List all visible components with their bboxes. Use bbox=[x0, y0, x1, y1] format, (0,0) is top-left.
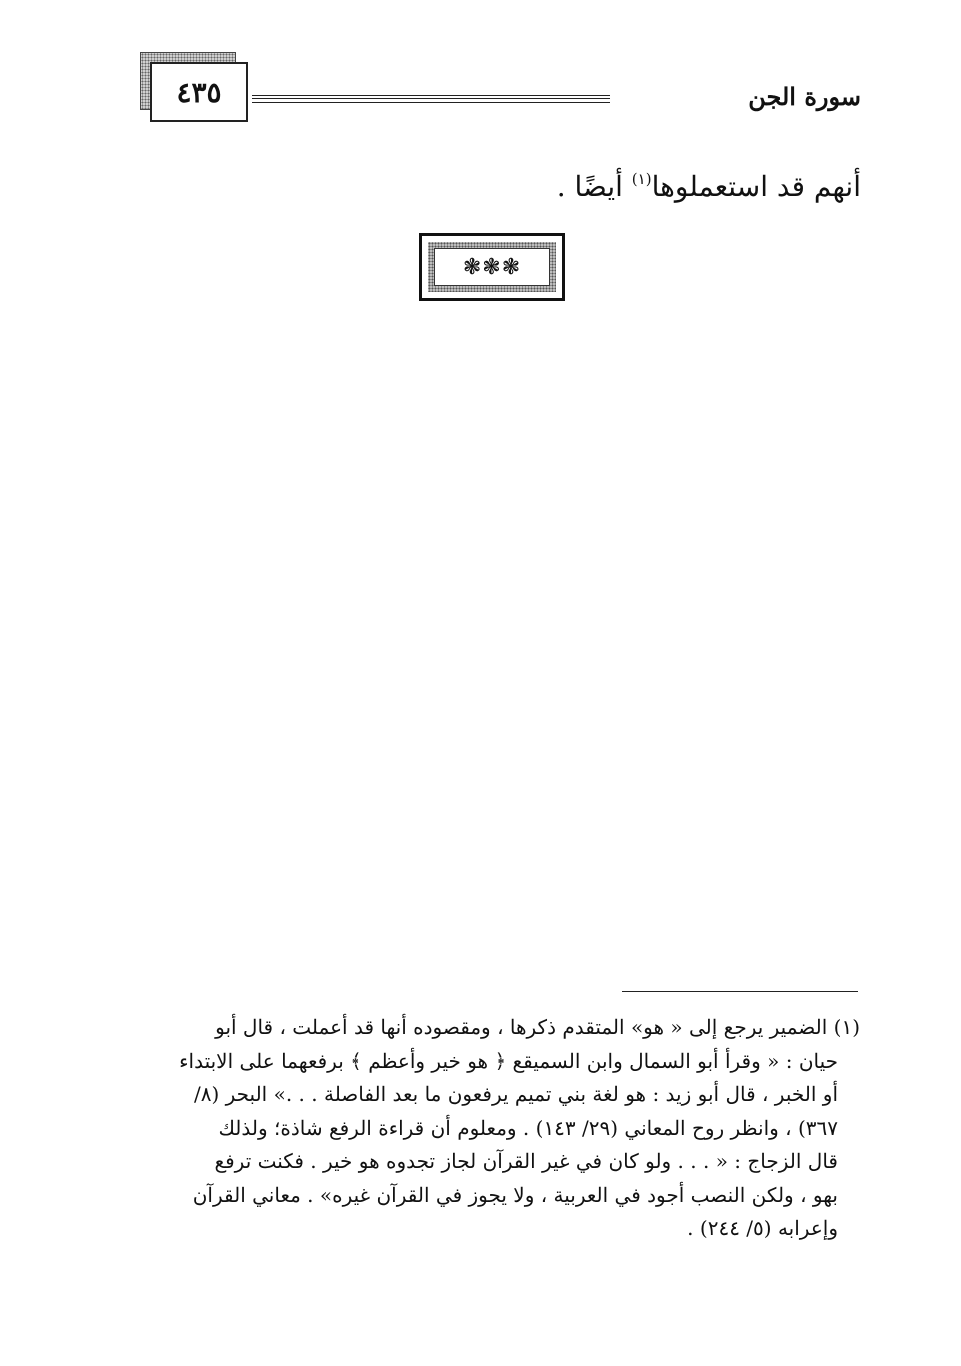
footnote-line: ٣٦٧) ، وانظر روح المعاني (٢٩/ ١٤٣) . ومعلوم أن قراءة الرفع شاذة؛ ولذلك bbox=[218, 1115, 838, 1140]
footnote-line: وإعرابه (٥/ ٢٤٤) . bbox=[687, 1216, 838, 1240]
main-text-start: أنهم قد استعملوها bbox=[651, 170, 861, 203]
page-number-box bbox=[140, 52, 246, 120]
footnote-line: حيان : « وقرأ أبو السمال وابن السميقع ﴿ هو خير وأعظم ﴾ برفعهما على الابتداء bbox=[179, 1048, 838, 1073]
footnote-line: (١) الضمير يرجع إلى « هو» المتقدم ذكرها ، ومقصوده أنها قد أعملت ، قال أبو bbox=[215, 1015, 860, 1039]
separator-stars: ❃❃❃ bbox=[434, 248, 550, 286]
footnote-line: أو الخبر ، قال أبو زيد : هو لغة بني تميم يرفعون ما بعد الفاصلة . . .» البحر (٨/ bbox=[193, 1082, 838, 1106]
footnote-line: بهو ، ولكن النصب أجود في العربية ، ولا يجوز في القرآن غيره» . معاني القرآن bbox=[192, 1182, 838, 1207]
footnote-divider bbox=[622, 991, 858, 992]
surah-title: سورة الجن bbox=[748, 82, 861, 111]
section-separator bbox=[419, 233, 565, 301]
main-text bbox=[557, 170, 861, 203]
footnote-line: قال الزجاج : « . . . ولو كان في غير القرآن لجاز تجدوه هو خير . فكنت ترفع bbox=[214, 1149, 838, 1173]
header-divider bbox=[252, 95, 610, 103]
page-number: ٤٣٥ bbox=[150, 62, 248, 122]
main-text-end: أيضًا . bbox=[556, 170, 632, 203]
footnote bbox=[108, 1011, 860, 1246]
footnote-reference: (١) bbox=[631, 170, 652, 188]
